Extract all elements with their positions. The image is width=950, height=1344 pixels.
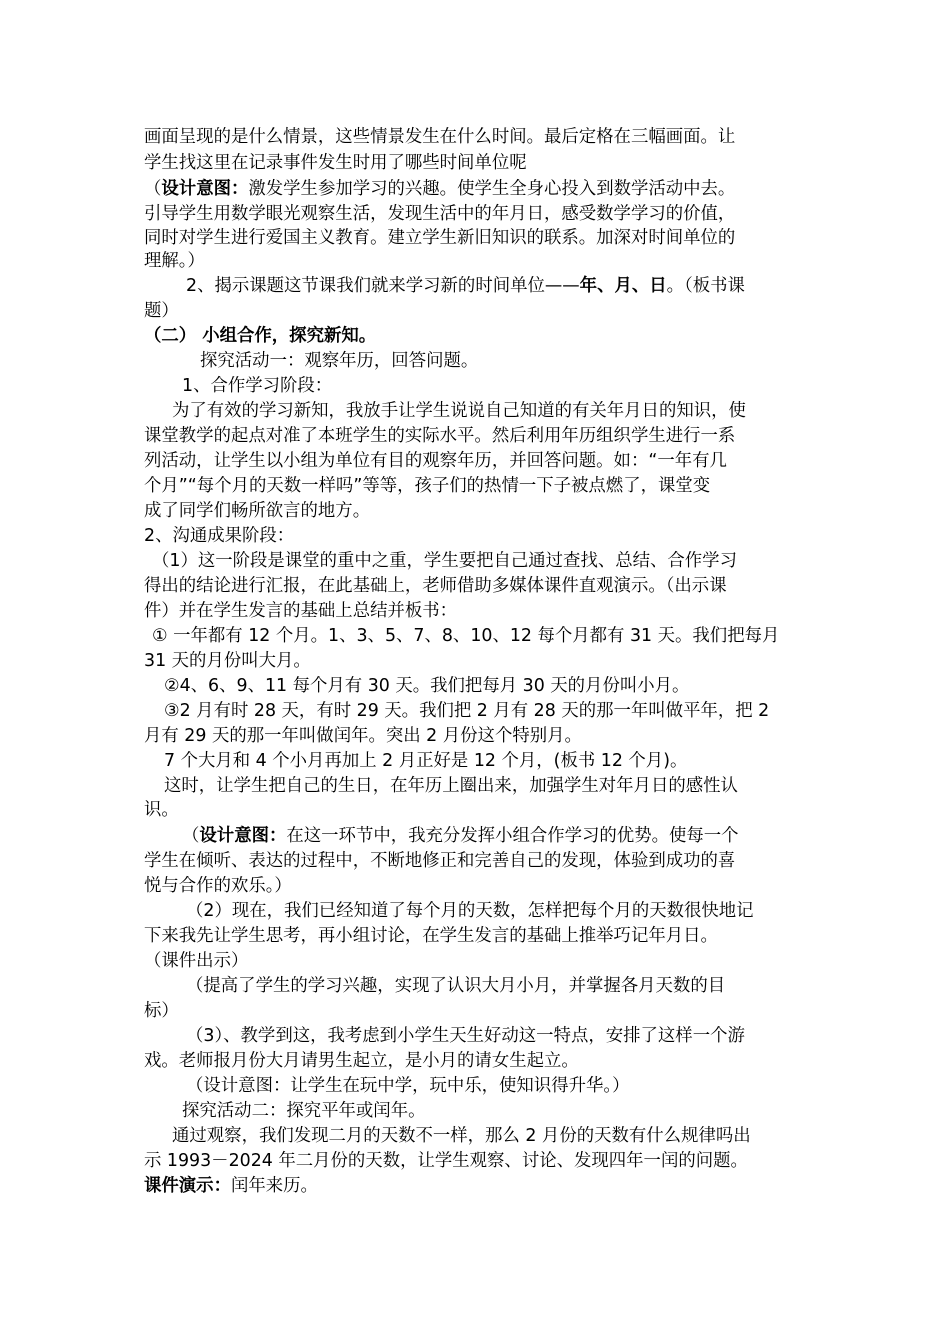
text-line: 识。 bbox=[144, 800, 179, 820]
text-line: 2、揭示课题这节课我们就来学习新的时间单位——年、月、日。（板书课 bbox=[186, 276, 745, 296]
text-line: 理解。） bbox=[144, 251, 205, 271]
text-line: 31 天的月份叫大月。 bbox=[144, 651, 311, 671]
text-line: 标） bbox=[144, 1001, 179, 1021]
text-line: （1）这一阶段是课堂的重中之重，学生要把自己通过查找、总结、合作学习 bbox=[152, 551, 737, 571]
text-line: ②4、6、9、11 每个月有 30 天。我们把每月 30 天的月份叫小月。 bbox=[164, 676, 690, 696]
text-line: 学生找这里在记录事件发生时用了哪些时间单位呢 bbox=[144, 153, 527, 173]
text-line: 题） bbox=[144, 301, 179, 321]
text-line: （设计意图：激发学生参加学习的兴趣。使学生全身心投入到数学活动中去。 bbox=[144, 179, 736, 199]
text-line: （提高了学生的学习兴趣，实现了认识大月小月，并掌握各月天数的目 bbox=[186, 976, 726, 996]
text-line: 示 1993－2024 年二月份的天数，让学生观察、讨论、发现四年一闰的问题。 bbox=[144, 1151, 748, 1171]
bold-label: 年、月、日 bbox=[579, 276, 667, 296]
text-line: 1、合作学习阶段： bbox=[182, 376, 333, 396]
text-line: 探究活动二：探究平年或闰年。 bbox=[182, 1101, 426, 1121]
text-line: 为了有效的学习新知，我放手让学生说说自己知道的有关年月日的知识，使 bbox=[172, 401, 746, 421]
text-line: 月有 29 天的那一年叫做闰年。突出 2 月份这个特别月。 bbox=[144, 726, 582, 746]
text-line: 同时对学生进行爱国主义教育。建立学生新旧知识的联系。加深对时间单位的 bbox=[144, 228, 736, 248]
text-line: 成了同学们畅所欲言的地方。 bbox=[144, 501, 371, 521]
text-line: 下来我先让学生思考，再小组讨论，在学生发言的基础上推举巧记年月日。 bbox=[144, 926, 718, 946]
text-line: 列活动，让学生以小组为单位有目的观察年历，并回答问题。如：“一年有几 bbox=[144, 451, 727, 471]
text-line: 探究活动一：观察年历，回答问题。 bbox=[200, 351, 479, 371]
bold-label: 设计意图： bbox=[199, 826, 287, 846]
text-line: 得出的结论进行汇报，在此基础上，老师借助多媒体课件直观演示。（出示课 bbox=[144, 576, 727, 596]
text-line: 7 个大月和 4 个小月再加上 2 月正好是 12 个月，(板书 12 个月)。 bbox=[164, 751, 688, 771]
text-line: （3）、教学到这，我考虑到小学生天生好动这一特点，安排了这样一个游 bbox=[186, 1026, 745, 1046]
text-line: 通过观察，我们发现二月的天数不一样，那么 2 月份的天数有什么规律吗出 bbox=[172, 1126, 751, 1146]
text-line: 悦与合作的欢乐。） bbox=[144, 876, 292, 896]
text-line: 学生在倾听、表达的过程中，不断地修正和完善自己的发现，体验到成功的喜 bbox=[144, 851, 736, 871]
text-line: 件）并在学生发言的基础上总结并板书： bbox=[144, 601, 458, 621]
text-line: 2、沟通成果阶段： bbox=[144, 526, 295, 546]
text-line: 个月”“每个月的天数一样吗”等等，孩子们的热情一下子被点燃了，课堂变 bbox=[144, 476, 711, 496]
text-line: （设计意图：让学生在玩中学，玩中乐，使知识得升华。） bbox=[186, 1076, 630, 1096]
text-line: 画面呈现的是什么情景，这些情景发生在什么时间。最后定格在三幅画面。让 bbox=[144, 127, 736, 147]
text-line: （设计意图：在这一环节中，我充分发挥小组合作学习的优势。使每一个 bbox=[182, 826, 739, 846]
bold-label: 设计意图： bbox=[161, 179, 249, 199]
text-line: （课件出示） bbox=[144, 951, 249, 971]
bold-label: 课件演示： bbox=[144, 1176, 231, 1196]
text-line: 戏。老师报月份大月请男生起立，是小月的请女生起立。 bbox=[144, 1051, 579, 1071]
text-line: （2）现在，我们已经知道了每个月的天数，怎样把每个月的天数很快地记 bbox=[186, 901, 754, 921]
text-line: 课件演示：闰年来历。 bbox=[144, 1176, 318, 1196]
text-line: ③2 月有时 28 天，有时 29 天。我们把 2 月有 28 天的那一年叫做平年，把 2 bbox=[164, 701, 770, 721]
section-heading: （二） 小组合作，探究新知。 bbox=[144, 326, 377, 346]
text-line: 引导学生用数学眼光观察生活，发现生活中的年月日，感受数学学习的价值， bbox=[144, 204, 736, 224]
text-line: ① 一年都有 12 个月。1、3、5、7、8、10、12 每个月都有 31 天。我们把每月 bbox=[152, 626, 780, 646]
text-line: 这时，让学生把自己的生日，在年历上圈出来，加强学生对年月日的感性认 bbox=[164, 776, 738, 796]
text-line: 课堂教学的起点对准了本班学生的实际水平。然后利用年历组织学生进行一系 bbox=[144, 426, 736, 446]
